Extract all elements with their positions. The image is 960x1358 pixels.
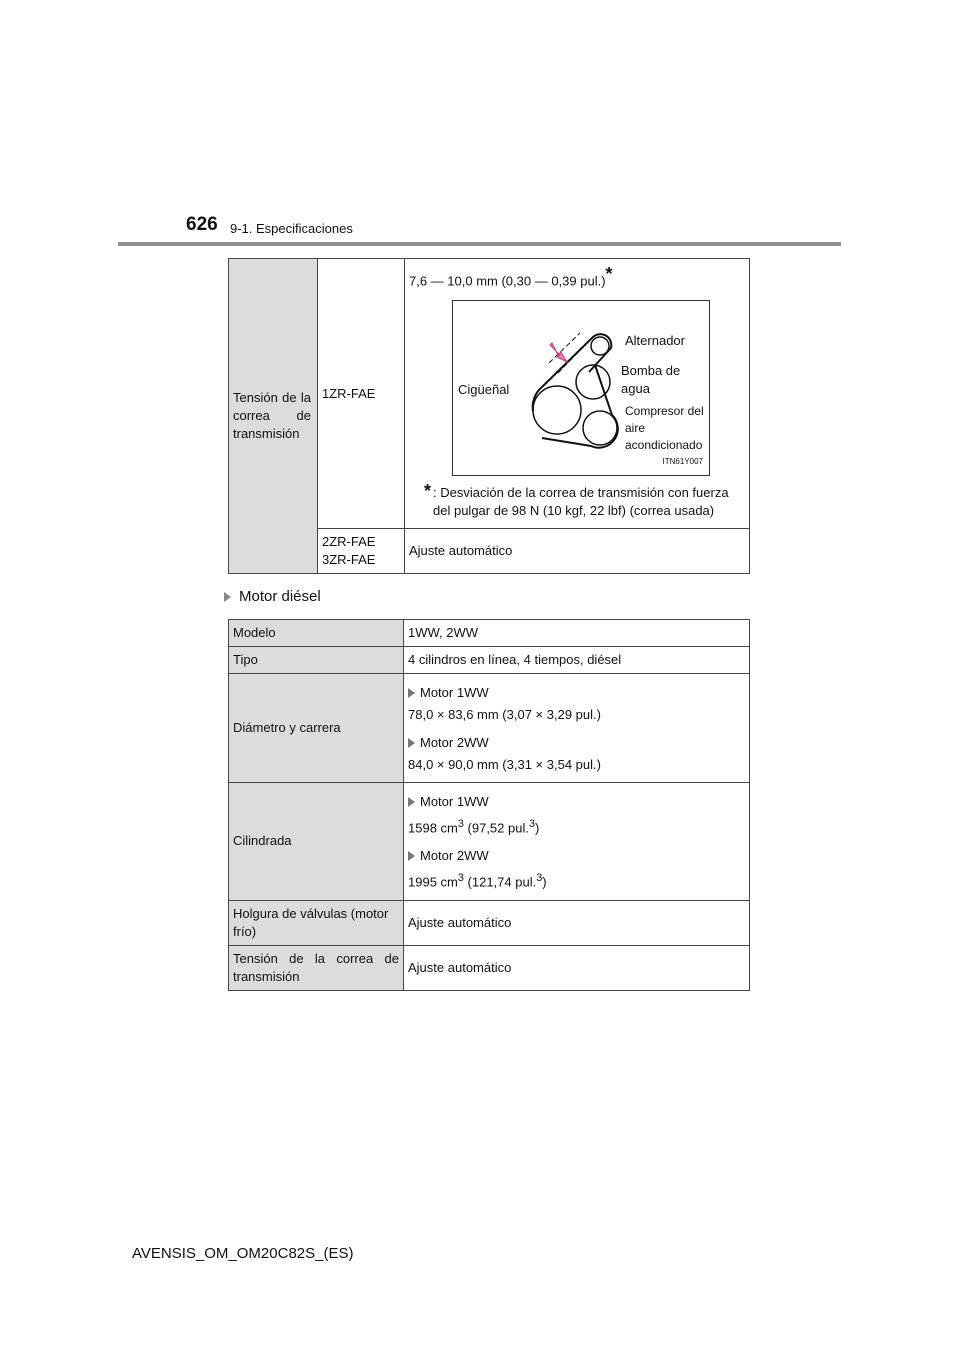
row-value: 4 cilindros en línea, 4 tiempos, diésel	[404, 647, 750, 674]
row-value: 1WW, 2WW	[404, 620, 750, 647]
label-alternator: Alternador	[625, 333, 685, 349]
diagram-code: ITN61Y007	[662, 457, 703, 467]
label-water-pump: Bomba de agua	[621, 363, 681, 397]
bullet-triangle-icon	[408, 738, 415, 748]
push-arrow-icon	[550, 343, 567, 362]
row-label: Cilindrada	[229, 783, 404, 901]
table-row	[229, 900, 750, 945]
row-value	[404, 674, 750, 783]
sub-value: 1995 $cm^3$ (121,74 pul.$^3$)	[408, 872, 547, 890]
sub-heading: Motor 2WW	[408, 847, 745, 865]
belt-tension-label-text: Tensión de la correa de transmisión	[233, 390, 311, 442]
auto-adjust-value: Ajuste automático	[405, 529, 750, 574]
sub-heading: Motor 2WW	[408, 734, 745, 752]
sub-heading: Motor 1WW	[408, 684, 745, 702]
table-row	[229, 783, 750, 901]
belt-deflection-cell	[405, 259, 750, 529]
table-row	[229, 647, 750, 674]
crankshaft-pulley	[533, 386, 581, 434]
sub-value: 84,0 × 90,0 mm (3,31 × 3,54 pul.)	[408, 757, 601, 772]
row-label: Diámetro y carrera	[229, 674, 404, 783]
row-label: Holgura de válvulas (motor frío)	[229, 900, 404, 945]
row-value	[404, 783, 750, 901]
belt-deflection-value: 7,6 — 10,0 mm (0,30 — 0,39 pul.)*	[409, 264, 613, 289]
bullet-triangle-icon	[224, 592, 231, 602]
sub-value: 1598 $cm^3$ (97,52 pul.$^3$)	[408, 818, 540, 836]
row-label: Tensión de la correa de transmisión	[229, 945, 404, 990]
bullet-triangle-icon	[408, 797, 415, 807]
belt-diagram	[452, 300, 710, 476]
belt-lower	[542, 365, 618, 448]
footnote-text: : Desviación de la correa de transmisión con fuerza del pulgar de 98 N (10 kgf, 22 lbf) (correa usada)	[433, 485, 729, 519]
bullet-triangle-icon	[408, 688, 415, 698]
gasoline-belt-table	[228, 258, 750, 574]
belt-crank-wrap	[533, 387, 542, 411]
footnote	[424, 481, 745, 520]
belt-tension-label	[229, 259, 318, 574]
table-row	[229, 620, 750, 647]
table-row	[229, 674, 750, 783]
page-number: 626	[186, 214, 218, 235]
header-rule	[118, 242, 841, 246]
diesel-heading: Motor diésel	[224, 588, 321, 605]
row-value: Ajuste automático	[404, 900, 750, 945]
footnote-star-ref: *	[605, 264, 613, 284]
model-2zr-3zr: 2ZR-FAE 3ZR-FAE	[318, 529, 405, 574]
footnote-star: *	[424, 481, 432, 502]
footer-doc-id: AVENSIS_OM_OM20C82S_(ES)	[132, 1245, 354, 1262]
label-compressor: Compresor del aire acondicionado	[625, 404, 704, 453]
sub-value: 78,0 × 83,6 mm (3,07 × 3,29 pul.)	[408, 707, 601, 722]
label-crankshaft: Cigüeñal	[458, 382, 510, 398]
row-value: Ajuste automático	[404, 945, 750, 990]
sub-heading: Motor 1WW	[408, 793, 745, 811]
bullet-triangle-icon	[408, 851, 415, 861]
row-label: Tipo	[229, 647, 404, 674]
row-label: Modelo	[229, 620, 404, 647]
section-title: 9-1. Especificaciones	[230, 221, 353, 236]
table-row	[229, 945, 750, 990]
model-1zr: 1ZR-FAE	[318, 259, 405, 529]
diesel-spec-table	[228, 619, 750, 991]
